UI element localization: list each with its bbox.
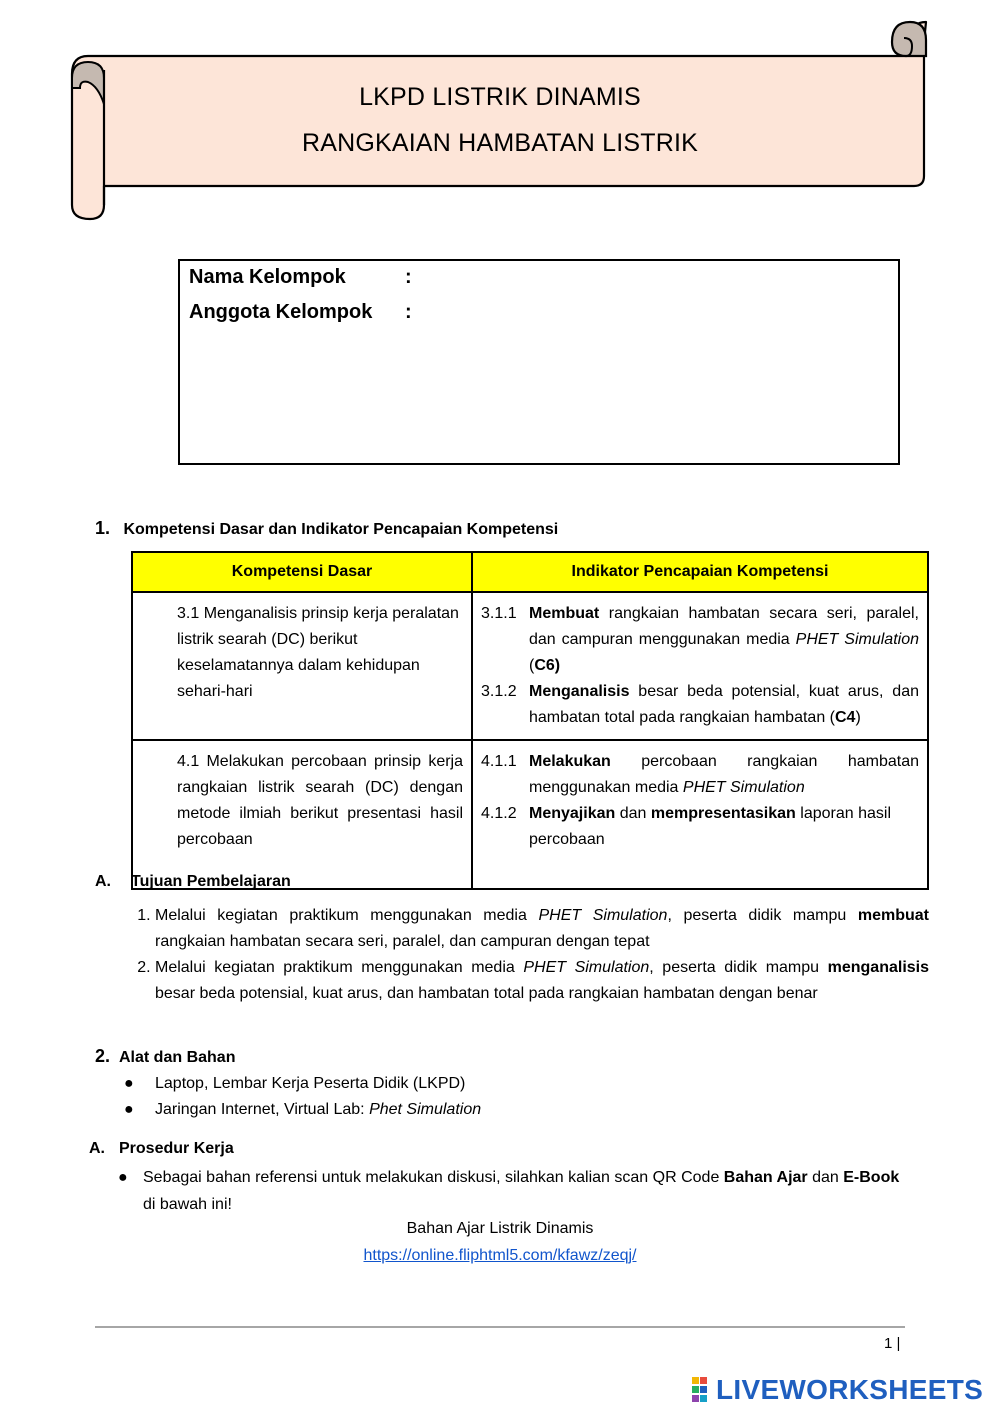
banner-title-line2: RANGKAIAN HAMBATAN LISTRIK [301,129,698,157]
alat-title: Alat dan Bahan [119,1049,236,1066]
indicator-code: 3.1.2 [481,683,517,700]
liveworksheets-logo[interactable] [692,1374,983,1406]
prosedur-letter: A. [89,1140,105,1157]
list-item: ● Jaringan Internet, Virtual Lab: Phet Simulation [124,1097,481,1123]
group-members-row [189,301,412,324]
tujuan-list [131,903,929,1007]
resource-link-row [0,1247,1000,1265]
bullet-icon: ● [118,1169,128,1186]
indicator-text: Membuat rangkaian hambatan secara seri, paralel, dan campuran menggunakan media PHET Simulation (C6) [529,605,919,674]
indicator-item [481,801,919,853]
group-name-row [189,266,412,289]
scroll-body [72,22,926,219]
liveworksheets-brand: LIVEWORKSHEETS [716,1374,984,1405]
table-row [132,740,928,889]
group-identity-box[interactable] [178,259,900,465]
indicator-item [481,601,919,679]
header-kompetensi-dasar: Kompetensi Dasar [132,552,472,592]
section-1-number: 1. [95,518,111,538]
footer-divider [95,1326,905,1328]
header-indikator: Indikator Pencapaian Kompetensi [472,552,928,592]
list-item: ● Laptop, Lembar Kerja Peserta Didik (LKPD) [124,1071,481,1097]
indicator-text: Melakukan percobaan rangkaian hambatan menggunakan media PHET Simulation [529,753,919,796]
group-members-label: Anggota Kelompok [189,301,373,323]
indicator-item [481,679,919,731]
bullet-icon: ● [124,1075,134,1092]
alat-list [124,1071,481,1123]
indicator-code: 3.1.1 [481,605,517,622]
alat-number: 2. [95,1046,111,1066]
indicator-code: 4.1.2 [481,805,517,822]
page-number: 1 | [884,1335,901,1352]
competency-table [131,551,929,890]
table-row [132,592,928,740]
indicator-text: Menyajikan dan mempresentasikan laporan hasil percobaan [529,805,891,848]
prosedur-item: ● Sebagai bahan referensi untuk melakukan diskusi, silahkan kalian scan QR Code Bahan Ajar dan E-Book di bawah ini! [118,1164,906,1218]
banner-title-line1: LKPD LISTRIK DINAMIS [359,83,641,111]
resource-title: Bahan Ajar Listrik Dinamis [406,1220,594,1237]
tujuan-letter: A. [95,873,111,890]
prosedur-heading [89,1140,234,1158]
group-name-colon: : [405,266,412,288]
list-item: 2. Melalui kegiatan praktikum menggunakan media PHET Simulation, peserta didik mampu menganalisis besar beda potensial, kuat arus, dan hambatan total pada rangkaian hambatan dengan benar [155,955,929,1007]
tujuan-heading [95,873,291,891]
indicator-item [481,749,919,801]
kd-cell: 4.1 Melakukan percobaan prinsip kerja rangkaian listrik searah (DC) dengan metode ilmiah berikut presentasi hasil percobaan [132,740,472,889]
section-1-title: Kompetensi Dasar dan Indikator Pencapaian Kompetensi [123,521,559,538]
indicator-code: 4.1.1 [481,753,517,770]
prosedur-title: Prosedur Kerja [119,1140,234,1157]
indicator-cell [472,592,928,740]
list-item: 1. Melalui kegiatan praktikum menggunakan media PHET Simulation, peserta didik mampu membuat rangkaian hambatan secara seri, paralel, dan campuran dengan tepat [155,903,929,955]
section-1-heading [95,518,558,539]
group-members-colon: : [405,301,412,323]
alat-heading [95,1046,235,1067]
indicator-text: Menganalisis besar beda potensial, kuat arus, dan hambatan total pada rangkaian hambatan (C4) [529,683,919,726]
indicator-cell [472,740,928,889]
group-name-label: Nama Kelompok [189,266,346,288]
kd-cell: 3.1 Menganalisis prinsip kerja peralatan listrik searah (DC) berikut keselamatannya dalam kehidupan sehari-hari [132,592,472,740]
table-header-row [132,552,928,592]
liveworksheets-logo-icon [692,1377,716,1403]
resource-link[interactable]: https://online.fliphtml5.com/kfawz/zeqj/ [363,1247,637,1264]
scroll-banner [0,0,1000,240]
bullet-icon: ● [124,1101,134,1118]
tujuan-title: Tujuan Pembelajaran [131,873,291,890]
